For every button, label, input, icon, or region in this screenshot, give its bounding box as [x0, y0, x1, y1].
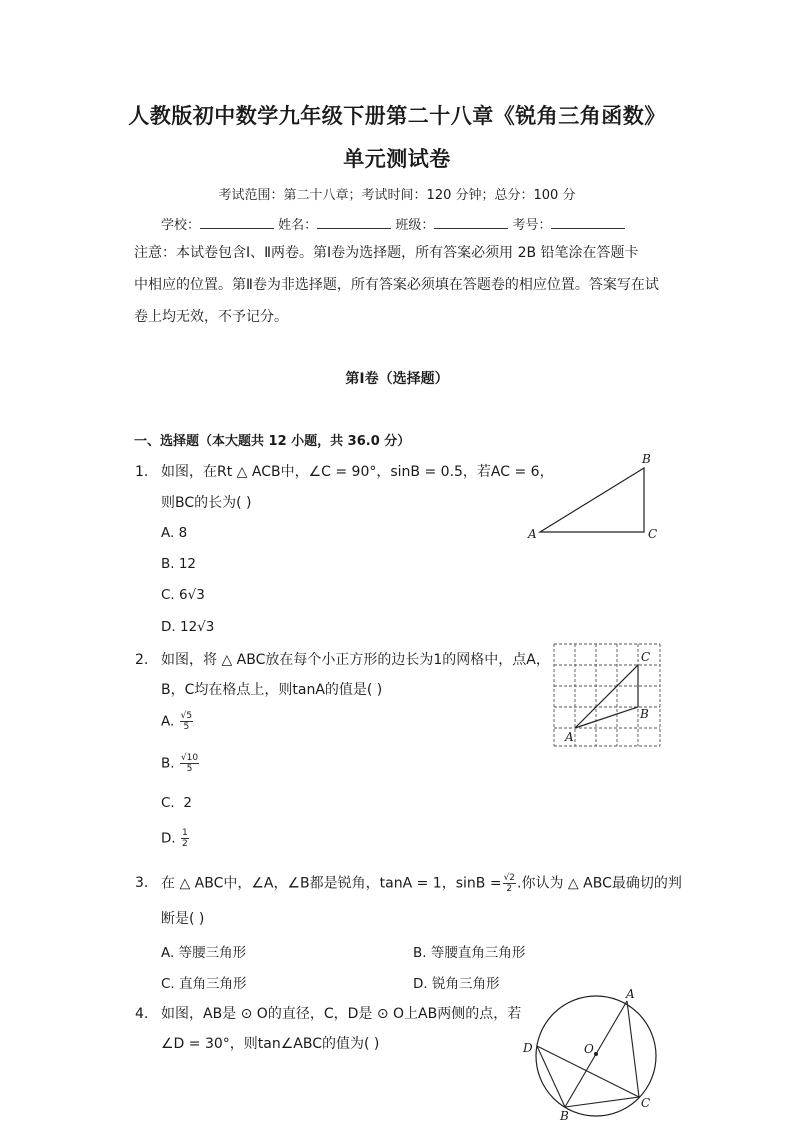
q1-number: 1.: [135, 464, 149, 480]
q4-label-d: D: [523, 1041, 533, 1055]
q3-line-1-pre: 在 △ ABC中，∠A，∠B都是锐角，tanA = 1，sinB =: [161, 875, 502, 892]
school-blank[interactable]: [200, 214, 274, 229]
q2-option-b[interactable]: [161, 753, 200, 774]
q3-fraction: [503, 873, 516, 894]
number-label: 考号：: [512, 218, 552, 233]
q1-label-b: B: [642, 452, 651, 466]
q2-option-d-letter: D.: [161, 830, 176, 847]
q2-label-c: C: [641, 650, 651, 664]
q2-line-1: 如图，将 △ ABC放在每个小正方形的边长为1的网格中，点A，: [161, 652, 550, 668]
q4-label-o: O: [584, 1042, 594, 1056]
q3-line-1: [161, 873, 682, 894]
q2-option-d-fraction: [181, 828, 189, 849]
q4-line-2: ∠D = 30°，则tan∠ABC的值为( ): [161, 1036, 380, 1052]
class-label: 班级：: [395, 218, 435, 233]
q2-triangle: [575, 665, 638, 728]
q2-label-a: A: [565, 730, 574, 744]
q3-line-2: 断是( ): [161, 911, 205, 927]
q2-d-denominator: 2: [181, 839, 188, 849]
q1-label-a: A: [528, 527, 537, 541]
q3-option-b[interactable]: B. 等腰直角三角形: [413, 945, 526, 961]
number-blank[interactable]: [551, 214, 625, 229]
school-label: 学校：: [161, 218, 201, 233]
q1-label-c: C: [648, 527, 658, 541]
q2-b-numerator: √10: [180, 753, 199, 763]
q2-option-a-fraction: [180, 711, 193, 732]
notice-line-2: 中相应的位置。第Ⅱ卷为非选择题，所有答案必须填在答题卷的相应位置。答案写在试: [134, 277, 659, 293]
q2-option-c-letter: C.: [161, 795, 175, 811]
q4-label-c: C: [641, 1096, 651, 1110]
name-blank[interactable]: [317, 214, 391, 229]
q3-numerator: √2: [503, 873, 516, 883]
q4-circle-figure: [518, 984, 678, 1123]
part1-title: 第Ⅰ卷（选择题）: [345, 371, 449, 387]
q3-line-1-post: .你认为 △ ABC最确切的判: [517, 875, 682, 892]
q3-option-c[interactable]: C. 直角三角形: [161, 976, 247, 992]
q2-option-a-letter: A.: [161, 713, 175, 730]
q2-a-numerator: √5: [180, 711, 193, 721]
q2-b-denominator: 5: [186, 764, 193, 774]
q1-triangle-figure: [524, 448, 664, 548]
q1-line-1: 如图，在Rt △ ACB中，∠C = 90°，sinB = 0.5，若AC = 6，: [161, 464, 554, 480]
q2-label-b: B: [640, 707, 649, 721]
q4-number: 4.: [135, 1006, 149, 1022]
title-line-2: 单元测试卷: [343, 146, 451, 171]
q2-number: 2.: [135, 652, 149, 668]
q2-option-b-fraction: [180, 753, 199, 774]
q1-option-a[interactable]: A. 8: [161, 525, 188, 541]
q4-center-dot: [594, 1052, 598, 1056]
q2-grid-figure: [548, 640, 668, 752]
q2-a-denominator: 5: [183, 722, 190, 732]
triangle-acb: [540, 468, 644, 532]
q4-line-1: 如图，AB是 ⊙ O的直径，C，D是 ⊙ O上AB两侧的点，若: [161, 1006, 522, 1022]
exam-info: 考试范围：第二十八章；考试时间：120 分钟；总分：100 分: [218, 188, 576, 203]
q3-number: 3.: [135, 875, 149, 891]
q3-option-d[interactable]: D. 锐角三角形: [413, 976, 500, 992]
q2-option-a[interactable]: [161, 711, 194, 732]
q1-option-c[interactable]: C. 6√3: [161, 587, 205, 603]
notice-line-3: 卷上均无效，不予记分。: [134, 309, 288, 325]
q2-d-numerator: 1: [181, 828, 188, 838]
student-fields: [161, 214, 625, 233]
notice-line-1: 注意：本试卷包含Ⅰ、Ⅱ两卷。第Ⅰ卷为选择题，所有答案必须用 2B 铅笔涂在答题卡: [134, 245, 639, 261]
q2-option-c[interactable]: [161, 795, 192, 811]
q2-line-2: B，C均在格点上，则tanA的值是( ): [161, 682, 383, 698]
name-label: 姓名：: [278, 218, 318, 233]
title-line-1: 人教版初中数学九年级下册第二十八章《锐角三角函数》: [128, 103, 666, 128]
q4-label-b: B: [560, 1109, 569, 1123]
q2-option-b-letter: B.: [161, 755, 175, 772]
q4-label-a: A: [626, 987, 635, 1001]
class-blank[interactable]: [434, 214, 508, 229]
q1-line-2: 则BC的长为( ): [161, 495, 252, 511]
q2-option-c-value: 2: [183, 795, 192, 811]
q2-option-d[interactable]: [161, 828, 190, 849]
q1-option-b[interactable]: B. 12: [161, 556, 197, 572]
q3-denominator: 2: [506, 884, 513, 894]
q3-option-a[interactable]: A. 等腰三角形: [161, 945, 247, 961]
section1-title: 一、选择题（本大题共 12 小题，共 36.0 分）: [134, 434, 411, 449]
q1-option-d[interactable]: D. 12√3: [161, 619, 215, 635]
